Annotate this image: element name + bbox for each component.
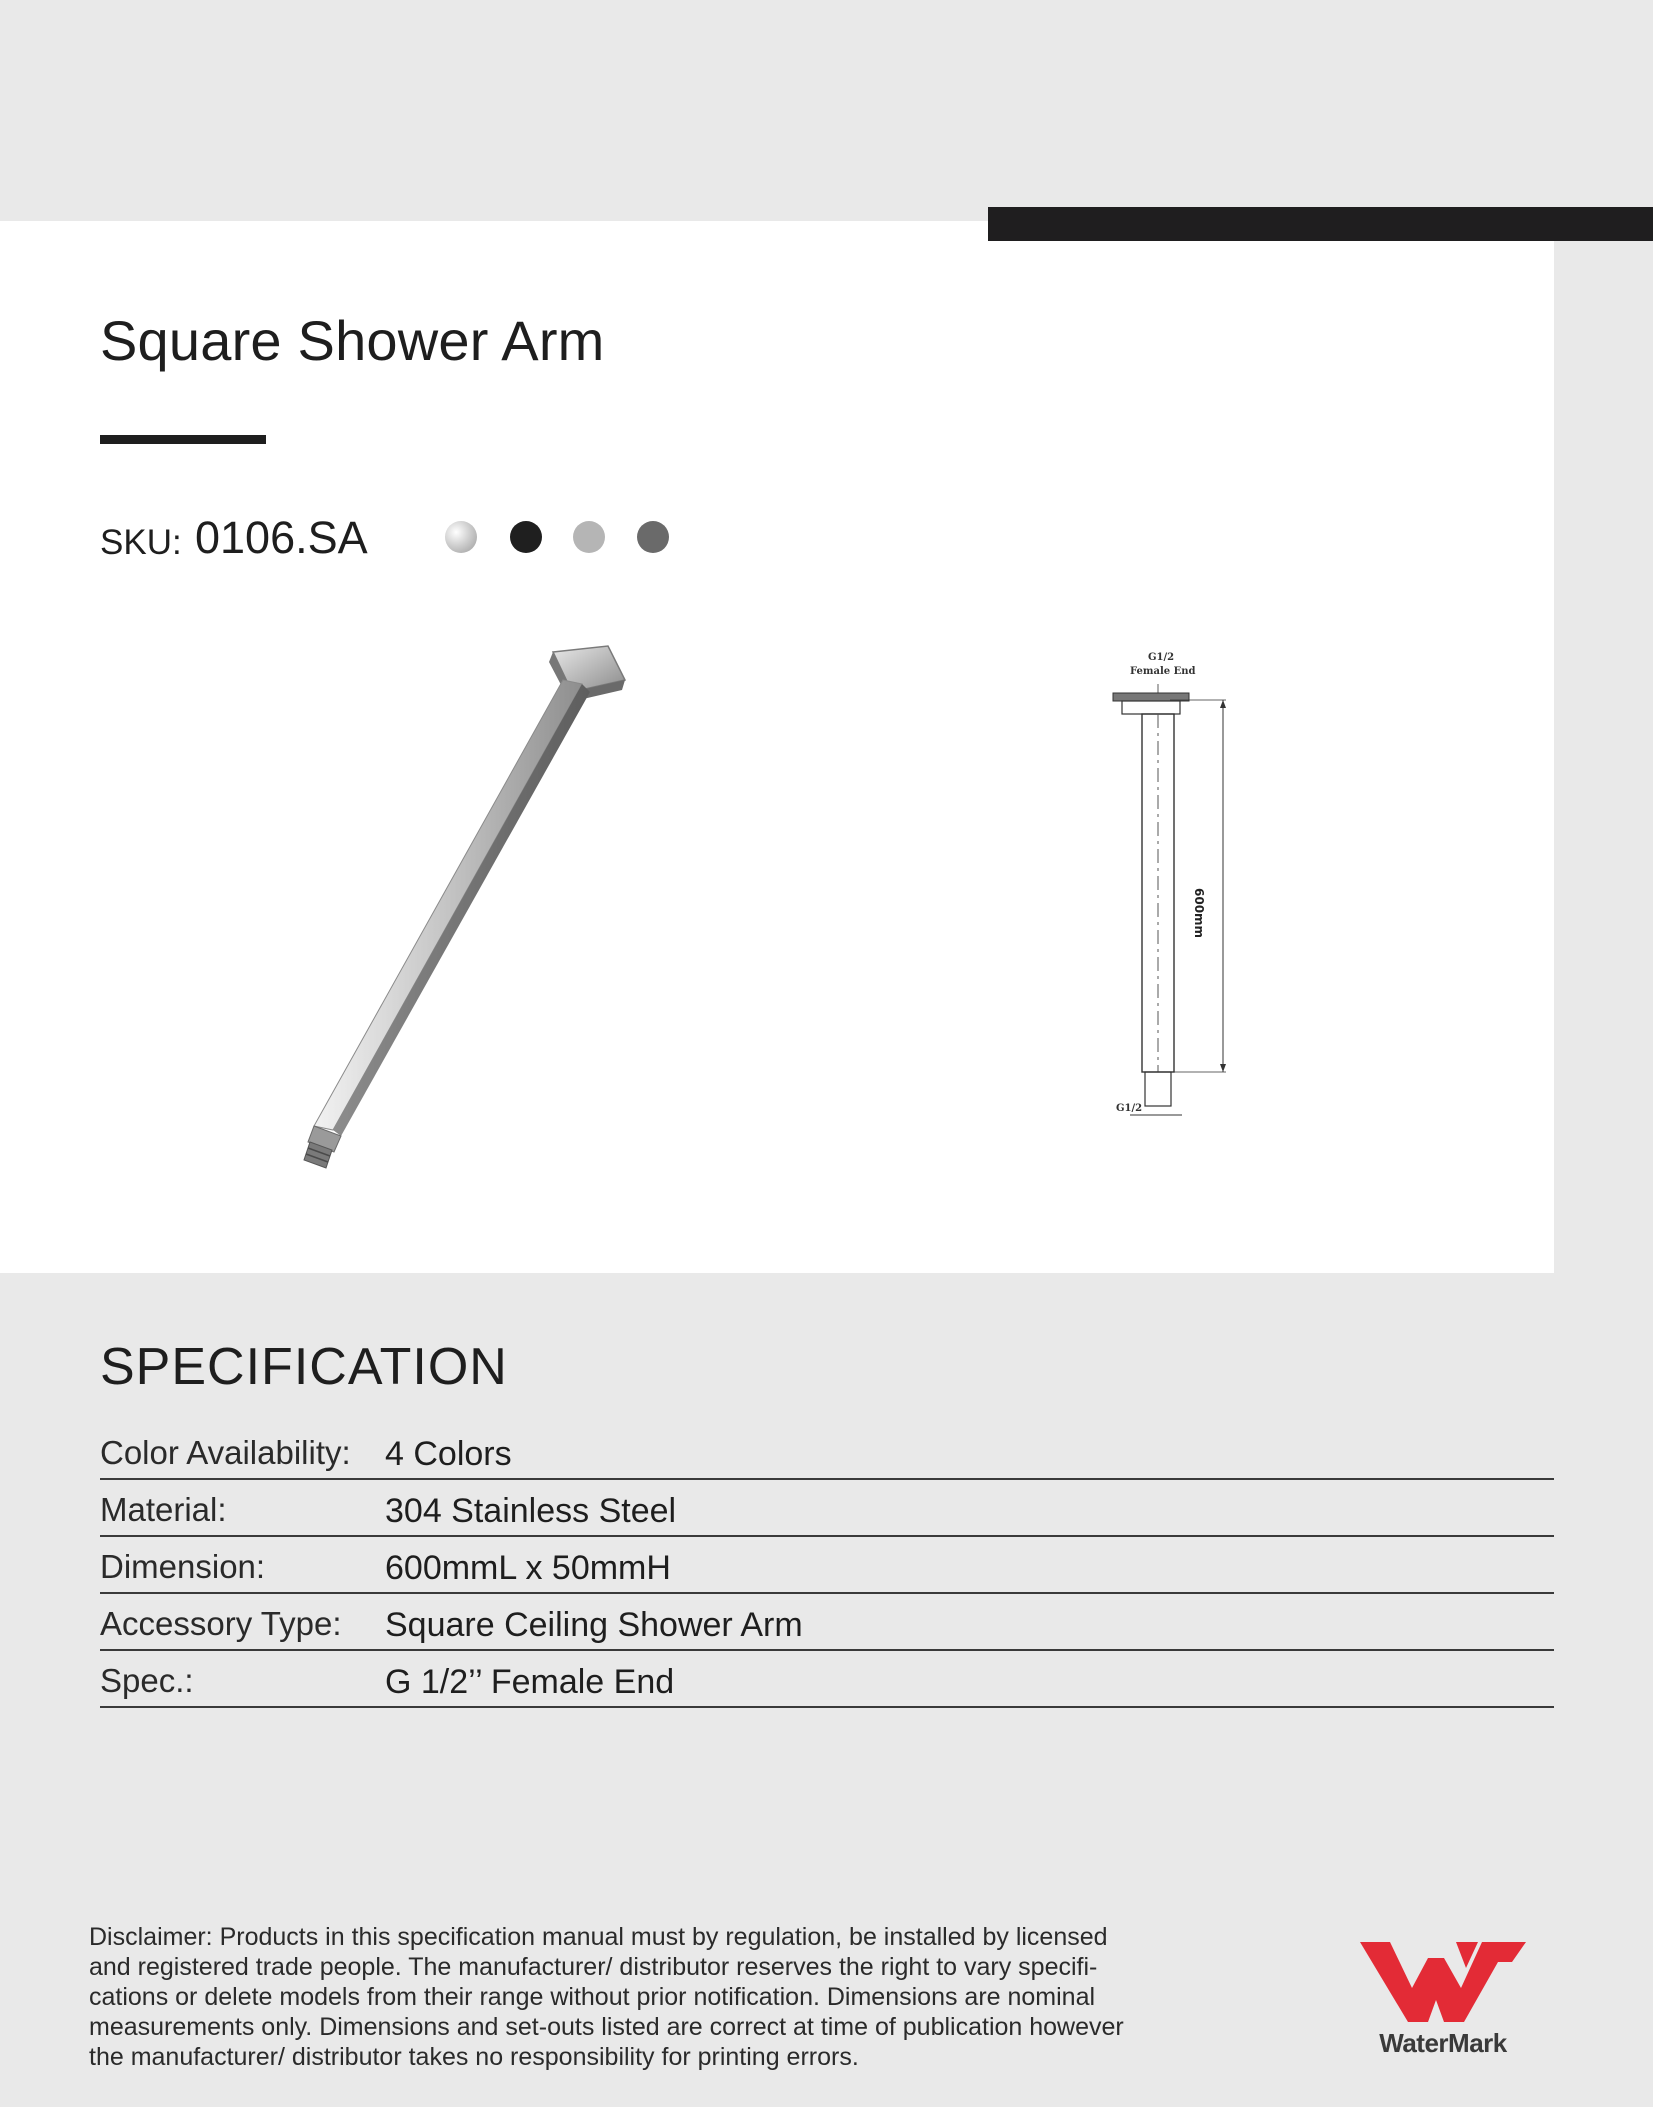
spec-label: Spec.: xyxy=(100,1662,194,1699)
spec-row xyxy=(100,1537,1554,1594)
spec-label: Color Availability: xyxy=(100,1434,351,1471)
drawing-label-bottom: G1/2 xyxy=(1116,1103,1143,1114)
spec-value: 600mmL x 50mmH xyxy=(385,1549,671,1587)
watermark-logo-text: WaterMark xyxy=(1379,2028,1507,2058)
drawing-label-length: 600mm xyxy=(1192,888,1206,939)
technical-drawing xyxy=(1100,648,1260,1133)
specification-heading: SPECIFICATION xyxy=(100,1338,508,1396)
spec-row xyxy=(100,1480,1554,1537)
spec-value: Square Ceiling Shower Arm xyxy=(385,1606,803,1644)
disclaimer-line: the manufacturer/ distributor takes no responsibility for printing errors. xyxy=(89,2043,859,2071)
disclaimer-line: cations or delete models from their range without prior notification. Dimensions are nominal xyxy=(89,1983,1096,2011)
spec-value: 304 Stainless Steel xyxy=(385,1492,677,1530)
sku-label: SKU: xyxy=(100,523,182,562)
spec-row xyxy=(100,1651,1554,1708)
title-underline xyxy=(100,435,266,444)
disclaimer-line: Disclaimer: Products in this specification manual must by regulation, be installed by licensed xyxy=(89,1923,1108,1951)
product-photo xyxy=(270,630,650,1190)
spec-value: G 1/2’’ Female End xyxy=(385,1663,675,1701)
header-accent-bar xyxy=(988,207,1653,241)
disclaimer xyxy=(89,1922,1189,2072)
specification-table xyxy=(100,1423,1554,1708)
product-title: Square Shower Arm xyxy=(100,309,605,372)
spec-label: Dimension: xyxy=(100,1548,266,1585)
watermark-logo-icon xyxy=(1360,1938,1526,2024)
spec-label: Material: xyxy=(100,1491,227,1528)
drawing-label-top-2: Female End xyxy=(1130,666,1196,677)
swatch-black[interactable] xyxy=(510,521,542,553)
spec-row xyxy=(100,1594,1554,1651)
swatch-brushed-nickel[interactable] xyxy=(573,521,605,553)
swatch-chrome[interactable] xyxy=(445,521,477,553)
swatch-gunmetal[interactable] xyxy=(637,521,669,553)
drawing-label-top-1: G1/2 xyxy=(1148,652,1175,663)
spec-row xyxy=(100,1423,1554,1480)
product-panel xyxy=(0,221,1554,1273)
spec-value: 4 Colors xyxy=(385,1435,512,1473)
spec-label: Accessory Type: xyxy=(100,1605,342,1642)
technical-drawing-lines xyxy=(1100,648,1260,1128)
sku-value: 0106.SA xyxy=(195,512,368,563)
disclaimer-line: and registered trade people. The manufacturer/ distributor reserves the right to vary specifi- xyxy=(89,1953,1098,1981)
disclaimer-line: measurements only. Dimensions and set-outs listed are correct at time of publication however xyxy=(89,2013,1124,2041)
